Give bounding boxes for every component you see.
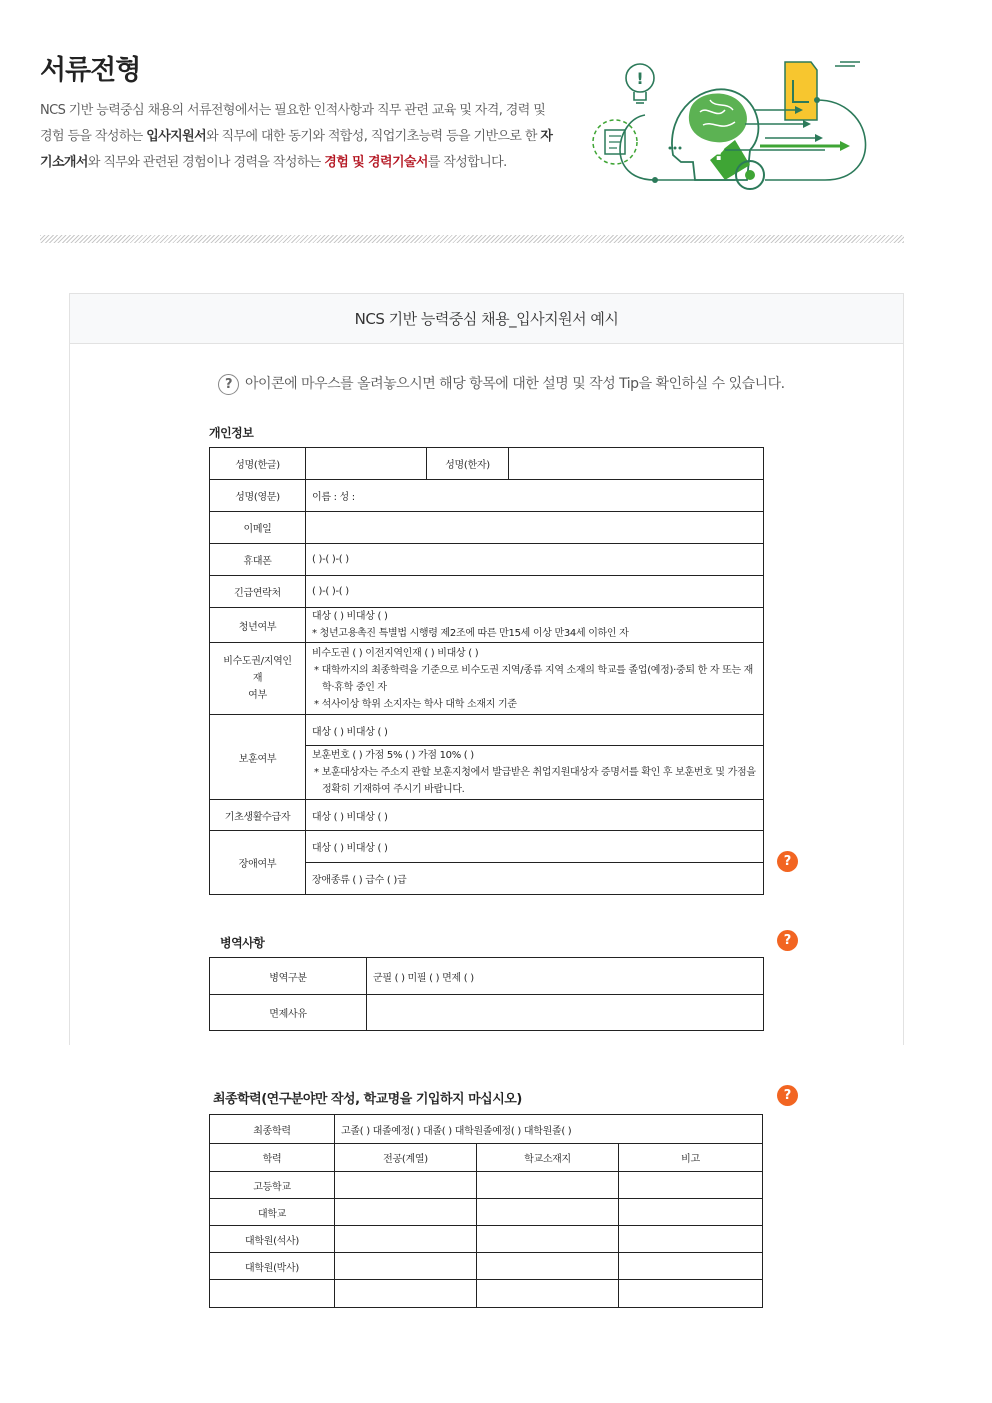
edu-cell[interactable] [619, 1253, 763, 1280]
name-en-label: 성명(영문) [210, 480, 306, 512]
personal-section-title: 개인정보 [209, 426, 254, 440]
edu-cell[interactable] [619, 1199, 763, 1226]
document-screening-illustration [585, 50, 885, 205]
help-icon-education[interactable]: ? [777, 1085, 798, 1106]
veteran-field[interactable]: 대상 ( ) 비대상 ( ) [306, 715, 764, 746]
edu-cell[interactable] [335, 1226, 477, 1253]
edu-cell[interactable] [477, 1226, 619, 1253]
youth-field[interactable]: 대상 ( ) 비대상 ( ) * 청년고용촉진 특별법 시행령 제2조에 따른 만15세 이상 만34세 이하인 자 [306, 608, 764, 643]
name-hanja-field[interactable] [509, 448, 764, 480]
edu-cell[interactable] [335, 1199, 477, 1226]
intro-text: NCS 기반 능력중심 채용의 서류전형에서는 필요한 인적사항과 직무 관련 교육 및 자격, 경력 및 경험 등을 작성하는 입사지원서와 직무에 대한 동기와 적합성, 직업기초능력 등을 기반으로 한 자기소개서와 직무와 관련된 경험이나 경력을 작성하는 경험 및 경력기술서를 작성합니다. [40, 103, 553, 170]
basic-living-label: 기초생활수급자 [210, 800, 306, 831]
disability-type-field[interactable]: 장애종류 ( ) 급수 ( )급 [306, 863, 764, 895]
name-hanja-label: 성명(한자) [427, 448, 509, 480]
disability-field[interactable]: 대상 ( ) 비대상 ( ) [306, 831, 764, 863]
edu-cell[interactable] [619, 1172, 763, 1199]
table-row [210, 1226, 763, 1253]
edu-cell[interactable] [335, 1280, 477, 1308]
veteran-number-field[interactable]: 보훈번호 ( ) 가점 5% ( ) 가점 10% ( ) * 보훈대상자는 주소지 관할 보훈지청에서 발급받은 취업지원대상자 증명서를 확인 후 보훈번호 및 가점을 정확히 기재하여 주시기 바랍니다. [306, 746, 764, 800]
table-row [210, 1199, 763, 1226]
highlight-application: 입사지원서 [146, 129, 207, 144]
form-title: NCS 기반 능력중심 채용_입사지원서 예시 [70, 294, 903, 344]
email-label: 이메일 [210, 512, 306, 544]
region-label: 비수도권/지역인 재 여부 [210, 643, 306, 715]
edu-row-label: 대학원(석사) [210, 1226, 335, 1253]
edu-cell[interactable] [477, 1172, 619, 1199]
military-table [209, 957, 764, 1031]
edu-cell[interactable] [619, 1280, 763, 1308]
edu-cell[interactable] [477, 1253, 619, 1280]
edu-row-label: 대학원(박사) [210, 1253, 335, 1280]
page-title: 서류전형 [40, 55, 141, 86]
exempt-reason-label: 면제사유 [210, 995, 367, 1031]
emergency-field[interactable]: ( )-( )-( ) [306, 576, 764, 608]
youth-note: * 청년고용촉진 특별법 시행령 제2조에 따른 만15세 이상 만34세 이하인 자 [312, 628, 629, 639]
personal-info-table [209, 447, 764, 895]
youth-label: 청년여부 [210, 608, 306, 643]
section-divider [40, 235, 904, 243]
edu-header-major: 전공(계열) [335, 1144, 477, 1172]
disability-label: 장애여부 [210, 831, 306, 895]
table-row [210, 1172, 763, 1199]
military-section-title: 병역사항 [220, 936, 265, 950]
emergency-label: 긴급연락처 [210, 576, 306, 608]
veteran-note: * 보훈대상자는 주소지 관할 보훈지청에서 발급받은 취업지원대상자 증명서를 확인 후 보훈번호 및 가점을 정확히 기재하여 주시기 바랍니다. [314, 767, 756, 795]
final-education-label: 최종학력 [210, 1115, 335, 1144]
edu-cell[interactable] [335, 1253, 477, 1280]
education-section-title: 최종학력(연구분야만 작성, 학교명을 기입하지 마십시오) [213, 1092, 522, 1107]
table-row [210, 1280, 763, 1308]
exempt-reason-field[interactable] [367, 995, 764, 1031]
email-field[interactable] [306, 512, 764, 544]
education-table [209, 1114, 763, 1308]
military-type-label: 병역구분 [210, 958, 367, 995]
name-en-field[interactable]: 이름 : 성 : [306, 480, 764, 512]
edu-cell[interactable] [477, 1280, 619, 1308]
svg-text:!: ! [636, 69, 644, 88]
edu-row-label: 고등학교 [210, 1172, 335, 1199]
edu-row-label: 대학교 [210, 1199, 335, 1226]
name-kr-field[interactable] [306, 448, 427, 480]
highlight-self-intro: 자기소개서 [40, 129, 553, 170]
veteran-label: 보훈여부 [210, 715, 306, 800]
edu-cell[interactable] [477, 1199, 619, 1226]
table-row [210, 1253, 763, 1280]
help-icon-disability[interactable]: ? [777, 851, 798, 872]
region-note-1: * 대학까지의 최종학력을 기준으로 비수도권 지역/종류 지역 소재의 학교를 졸업(예정)·중퇴 한 자 또는 재학·휴학 중인 자 [314, 664, 754, 693]
military-type-field[interactable]: 군필 ( ) 미필 ( ) 면제 ( ) [367, 958, 764, 995]
edu-cell[interactable] [335, 1172, 477, 1199]
final-education-field[interactable]: 고졸( ) 대졸예정( ) 대졸( ) 대학원졸예정( ) 대학원졸( ) [335, 1115, 763, 1144]
edu-header-location: 학교소재지 [477, 1144, 619, 1172]
tip-text-row [218, 373, 785, 395]
mobile-label: 휴대폰 [210, 544, 306, 576]
edu-row-label [210, 1280, 335, 1308]
edu-cell[interactable] [619, 1226, 763, 1253]
svg-text:?: ? [713, 141, 726, 166]
region-field[interactable]: 비수도권 ( ) 이전지역인재 ( ) 비대상 ( ) * 대학까지의 최종학력을 기준으로 비수도권 지역/종류 지역 소재의 학교를 졸업(예정)·중퇴 한 자 또는 재학·휴학 중인 자 * 석사이상 학위 소지자는 학사 대학 소재지 기준 [306, 643, 764, 715]
edu-header-note: 비고 [619, 1144, 763, 1172]
basic-living-field[interactable]: 대상 ( ) 비대상 ( ) [306, 800, 764, 831]
help-icon-military[interactable]: ? [777, 930, 798, 951]
mobile-field[interactable]: ( )-( )-( ) [306, 544, 764, 576]
question-icon: ? [218, 374, 239, 395]
region-note-2: * 석사이상 학위 소지자는 학사 대학 소재지 기준 [314, 698, 517, 710]
edu-header-level: 학력 [210, 1144, 335, 1172]
name-kr-label: 성명(한글) [210, 448, 306, 480]
tip-text: 아이콘에 마우스를 올려놓으시면 해당 항목에 대한 설명 및 작성 Tip을 확인하실 수 있습니다. [245, 376, 785, 392]
highlight-experience: 경험 및 경력기술서 [324, 155, 428, 170]
